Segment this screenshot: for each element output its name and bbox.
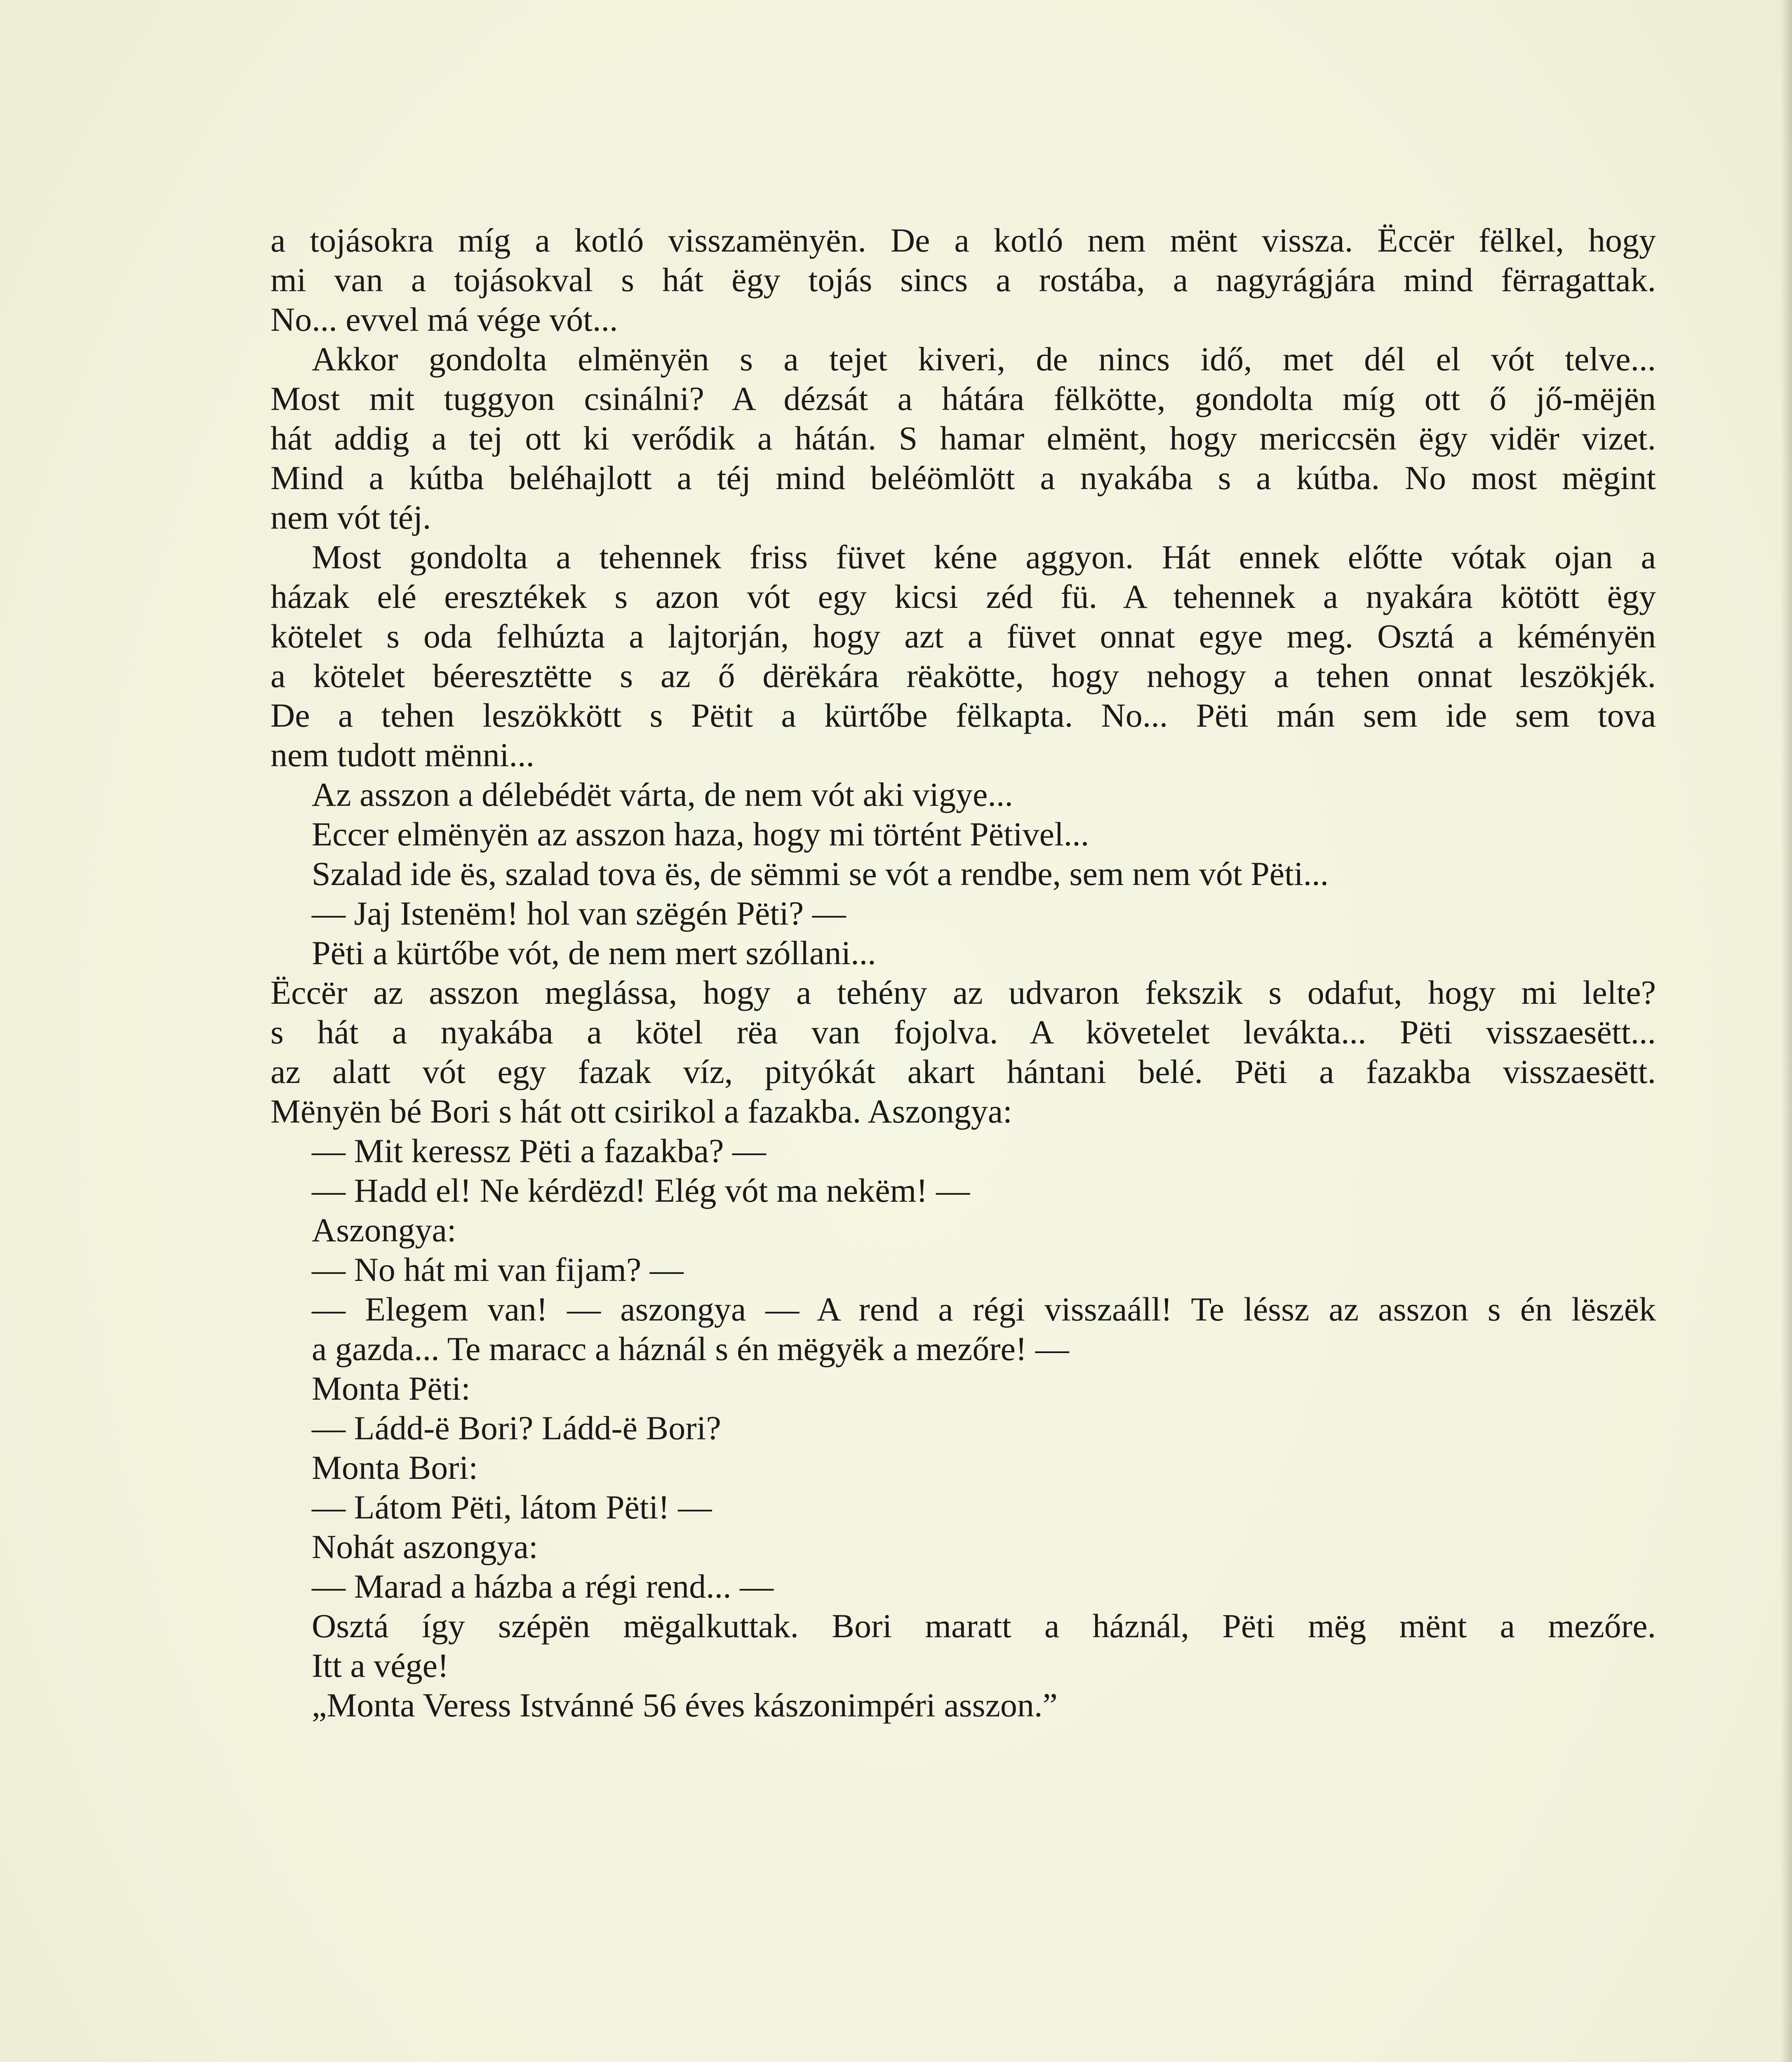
text-line: — Elegem van! — aszongya — A rend a régi visszaáll! Te léssz az asszon s én lëszëk [312,1290,1656,1328]
text-line: hát addig a tej ott ki verődik a hátán. S hamar elmënt, hogy mericcsën ëgy vidër vizet. [270,419,1656,457]
text-line: „Monta Veress Istvánné 56 éves kászonimpéri asszon.” [312,1686,1058,1724]
text-line: — Jaj Istenëm! hol van szëgén Pëti? — [312,894,846,932]
text-line: Nohát aszongya: [312,1528,538,1565]
text-line: — No hát mi van fijam? — [312,1251,684,1288]
text-line: Mind a kútba beléhajlott a téj mind beléömlött a nyakába s a kútba. No most mëgint [270,459,1656,497]
text-line: — Hadd el! Ne kérdëzd! Elég vót ma nekëm! — [312,1172,970,1209]
page-edge-shadow [1780,0,1792,2062]
text-line: — Ládd-ë Bori? Ládd-ë Bori? [312,1409,721,1447]
text-line: a tojásokra míg a kotló visszamënyën. De a kotló nem mënt vissza. Ëccër fëlkel, hogy [270,221,1656,259]
text-line: Mënyën bé Bori s hát ott csirikol a fazakba. Aszongya: [270,1092,1012,1130]
text-line: nem tudott mënni... [270,736,534,774]
text-line: a gazda... Te maracc a háznál s én mëgyëk a mezőre! — [312,1330,1069,1368]
text-line: — Mit keressz Pëti a fazakba? — [312,1132,767,1170]
text-line: Az asszon a délebédët várta, de nem vót aki vigye... [312,776,1013,813]
body-text [270,221,1656,1725]
text-line: Itt a vége! [312,1647,449,1684]
text-line: — Marad a házba a régi rend... — [312,1568,774,1605]
text-line: a kötelet béeresztëtte s az ő dërëkára rëakötte, hogy nehogy a tehen onnat leszökjék. [270,657,1656,694]
text-line: Pëti a kürtőbe vót, de nem mert szóllani... [312,934,876,972]
text-line: Most mit tuggyon csinálni? A dézsát a hátára fëlkötte, gondolta míg ott ő jő-mëjën [270,380,1656,417]
text-line: nem vót téj. [270,499,431,536]
text-line: s hát a nyakába a kötel rëa van fojolva. A követelet levákta... Pëti visszaesëtt... [270,1013,1656,1051]
text-line: No... evvel má vége vót... [270,301,618,338]
text-line: mi van a tojásokval s hát ëgy tojás sincs a rostába, a nagyrágjára mind fërragattak. [270,261,1656,299]
text-line: Szalad ide ës, szalad tova ës, de sëmmi se vót a rendbe, sem nem vót Pëti... [312,855,1329,892]
text-line: De a tehen leszökkött s Pëtit a kürtőbe fëlkapta. No... Pëti mán sem ide sem tova [270,697,1656,734]
text-line: Monta Pëti: [312,1370,470,1407]
text-line: házak elé eresztékek s azon vót egy kicsi zéd fü. A tehennek a nyakára kötött ëgy [270,578,1656,615]
text-line: Eccer elmënyën az asszon haza, hogy mi történt Pëtivel... [312,815,1089,853]
text-line: Aszongya: [312,1211,456,1249]
text-line: Most gondolta a tehennek friss füvet kéne aggyon. Hát ennek előtte vótak ojan a [312,538,1656,576]
text-line: — Látom Pëti, látom Pëti! — [312,1488,712,1526]
text-line: kötelet s oda felhúzta a lajtorján, hogy azt a füvet onnat egye meg. Osztá a kéményën [270,617,1656,655]
text-line: Ëccër az asszon meglássa, hogy a tehény az udvaron fekszik s odafut, hogy mi lelte? [270,974,1656,1011]
text-line: az alatt vót egy fazak víz, pityókát akart hántani belé. Pëti a fazakba visszaesëtt. [270,1053,1656,1090]
text-line: Osztá így szépën mëgalkuttak. Bori maratt a háznál, Pëti mëg mënt a mezőre. [312,1607,1656,1645]
text-line: Akkor gondolta elmënyën s a tejet kiveri, de nincs idő, met dél el vót telve... [312,340,1656,378]
text-line: Monta Bori: [312,1449,478,1486]
